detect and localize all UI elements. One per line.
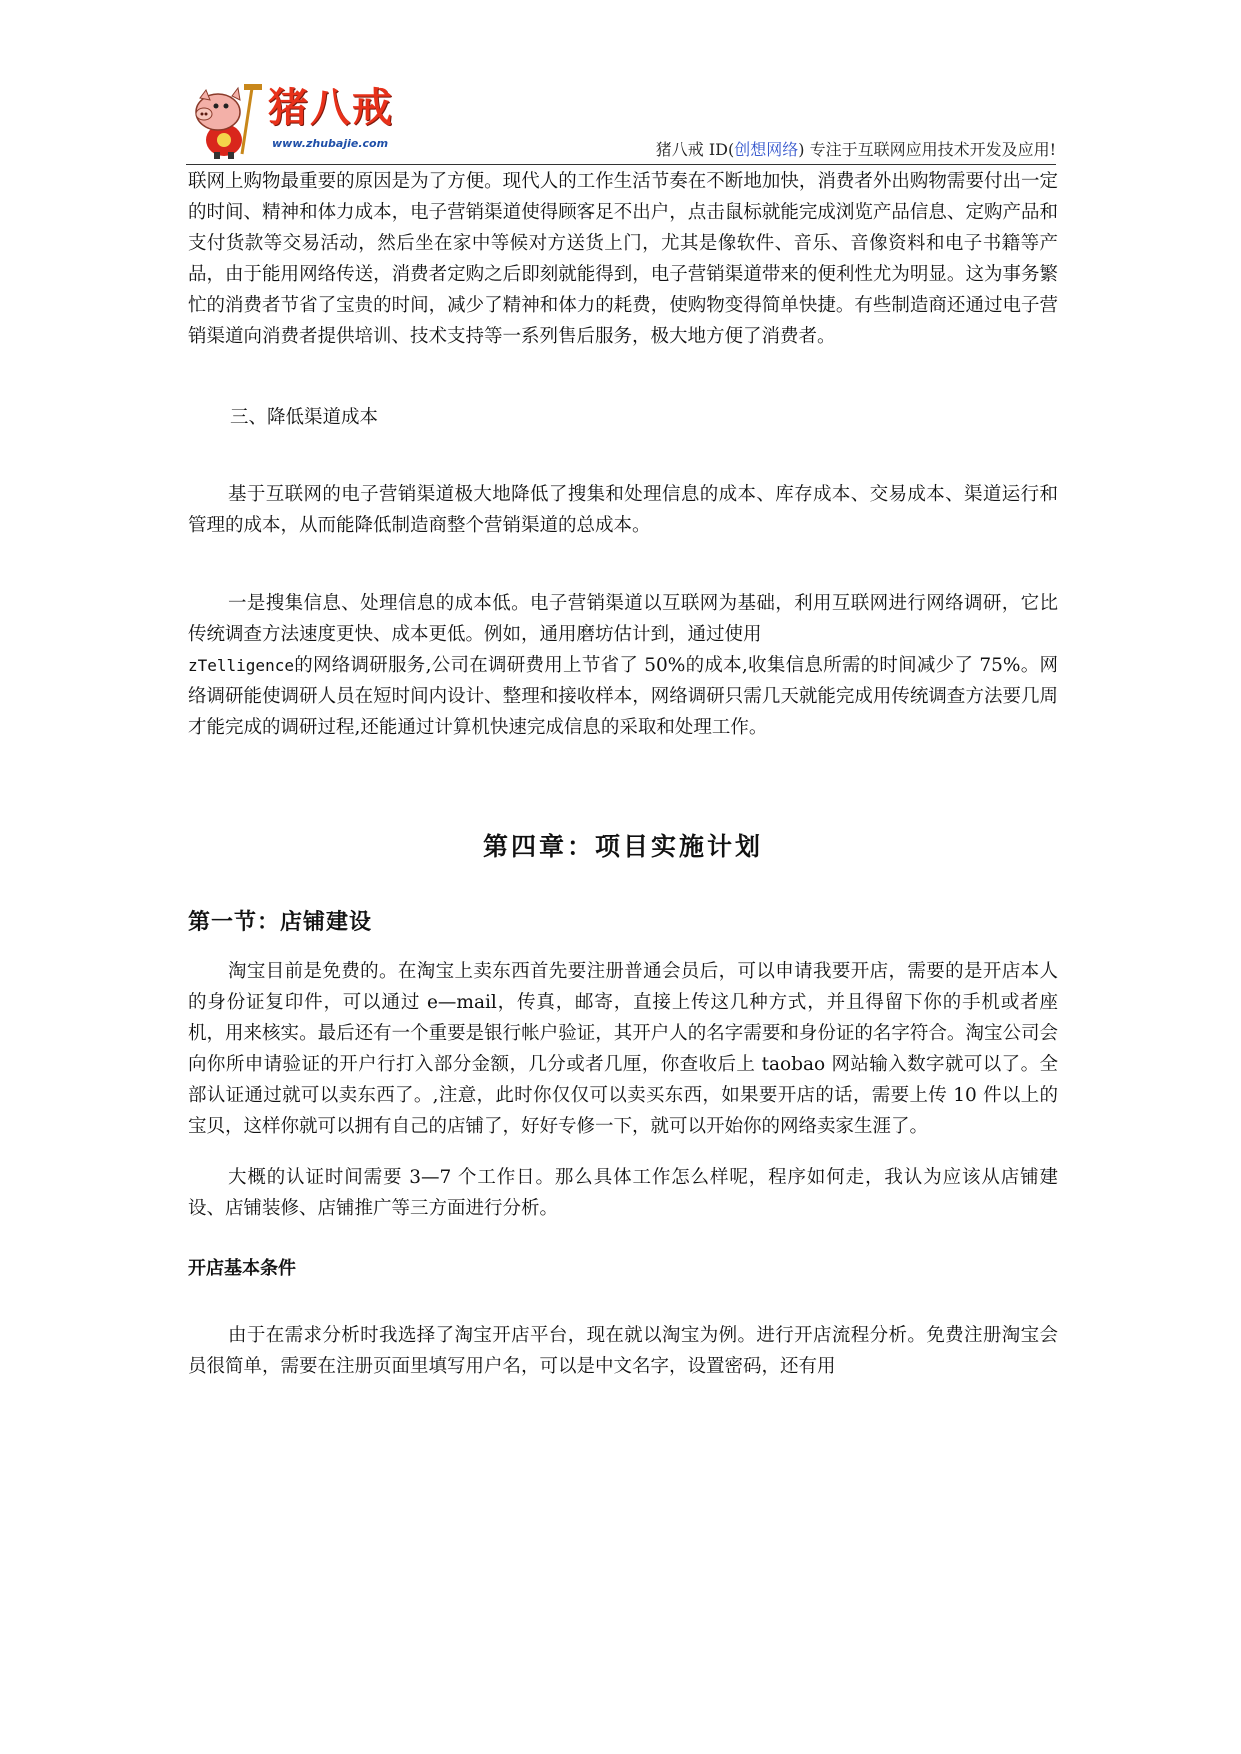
tagline-suffix: ) 专注于互联网应用技术开发及应用! <box>798 140 1056 159</box>
header-divider <box>186 164 1056 165</box>
logo-wordmark: 猪八戒 <box>268 85 394 131</box>
section-title: 第一节：店铺建设 <box>188 910 373 935</box>
chapter-title: 第四章：项目实施计划 <box>482 832 763 861</box>
tagline-link[interactable]: 创想网络 <box>734 140 799 159</box>
paragraph-certification-time: 大概的认证时间需要 3—7 个工作日。那么具体工作怎么样呢，程序如何走，我认为应该从店铺建设、店铺装修、店铺推广等三方面进行分析。 <box>188 1167 1058 1219</box>
header-tagline <box>656 137 1056 160</box>
zhubajie-logo <box>186 84 416 160</box>
paragraph-info-cost <box>188 588 1058 743</box>
document-body <box>188 166 1058 1382</box>
pig-mascot-icon <box>186 84 268 160</box>
paragraph-platform-choice: 由于在需求分析时我选择了淘宝开店平台，现在就以淘宝为例。进行开店流程分析。免费注册淘宝会员很简单，需要在注册页面里填写用户名，可以是中文名字，设置密码，还有用 <box>188 1325 1058 1377</box>
ztelligence-term: zTelligence <box>188 656 294 675</box>
paragraph-info-cost-part1: 一是搜集信息、处理信息的成本低。电子营销渠道以互联网为基础，利用互联网进行网络调研，它比传统调查方法速度更快、成本更低。例如，通用磨坊估计到，通过使用 <box>188 593 1058 645</box>
paragraph-taobao-registration: 淘宝目前是免费的。在淘宝上卖东西首先要注册普通会员后，可以申请我要开店，需要的是开店本人的身份证复印件，可以通过 e—mail，传真，邮寄，直接上传这几种方式，并且得留下你的手机或者座机，用来核实。最后还有一个重要是银行帐户验证，其开户人的名字需要和身份证的名字符合。淘宝公司会向你所申请验证的开户行打入部分金额，几分或者几厘，你查收后上 taobao 网站输入数字就可以了。全部认证通过就可以卖东西了。,注意，此时你仅仅可以卖买东西，如果要开店的话，需要上传 10 件以上的宝贝，这样你就可以拥有自己的店铺了，好好专修一下，就可以开始你的网络卖家生涯了。 <box>188 961 1058 1137</box>
page-header <box>186 84 1056 166</box>
paragraph-channel-cost: 基于互联网的电子营销渠道极大地降低了搜集和处理信息的成本、库存成本、交易成本、渠道运行和管理的成本，从而能降低制造商整个营销渠道的总成本。 <box>188 484 1058 536</box>
tagline-prefix: 猪八戒 ID( <box>655 140 735 159</box>
paragraph-convenience: 联网上购物最重要的原因是为了方便。现代人的工作生活节奏在不断地加快，消费者外出购物需要付出一定的时间、精神和体力成本，电子营销渠道使得顾客足不出户，点击鼠标就能完成浏览产品信息、定购产品和支付货款等交易活动，然后坐在家中等候对方送货上门，尤其是像软件、音乐、音像资料和电子书籍等产品，由于能用网络传送，消费者定购之后即刻就能得到，电子营销渠道带来的便利性尤为明显。这为事务繁忙的消费者节省了宝贵的时间，减少了精神和体力的耗费，使购物变得简单快捷。有些制造商还通过电子营销渠道向消费者提供培训、技术支持等一系列售后服务，极大地方便了消费者。 <box>188 171 1058 347</box>
paragraph-info-cost-part2: 的网络调研服务,公司在调研费用上节省了 50%的成本,收集信息所需的时间减少了 75%。网络调研能使调研人员在短时间内设计、整理和接收样本，网络调研只需几天就能完成用传统调查方法要几周才能完成的调研过程,还能通过计算机快速完成信息的采取和处理工作。 <box>188 655 1058 738</box>
subheading-basic-conditions: 开店基本条件 <box>188 1258 296 1279</box>
logo-url: www.zhubajie.com <box>272 137 389 150</box>
heading-reduce-channel-cost: 三、降低渠道成本 <box>230 407 379 428</box>
